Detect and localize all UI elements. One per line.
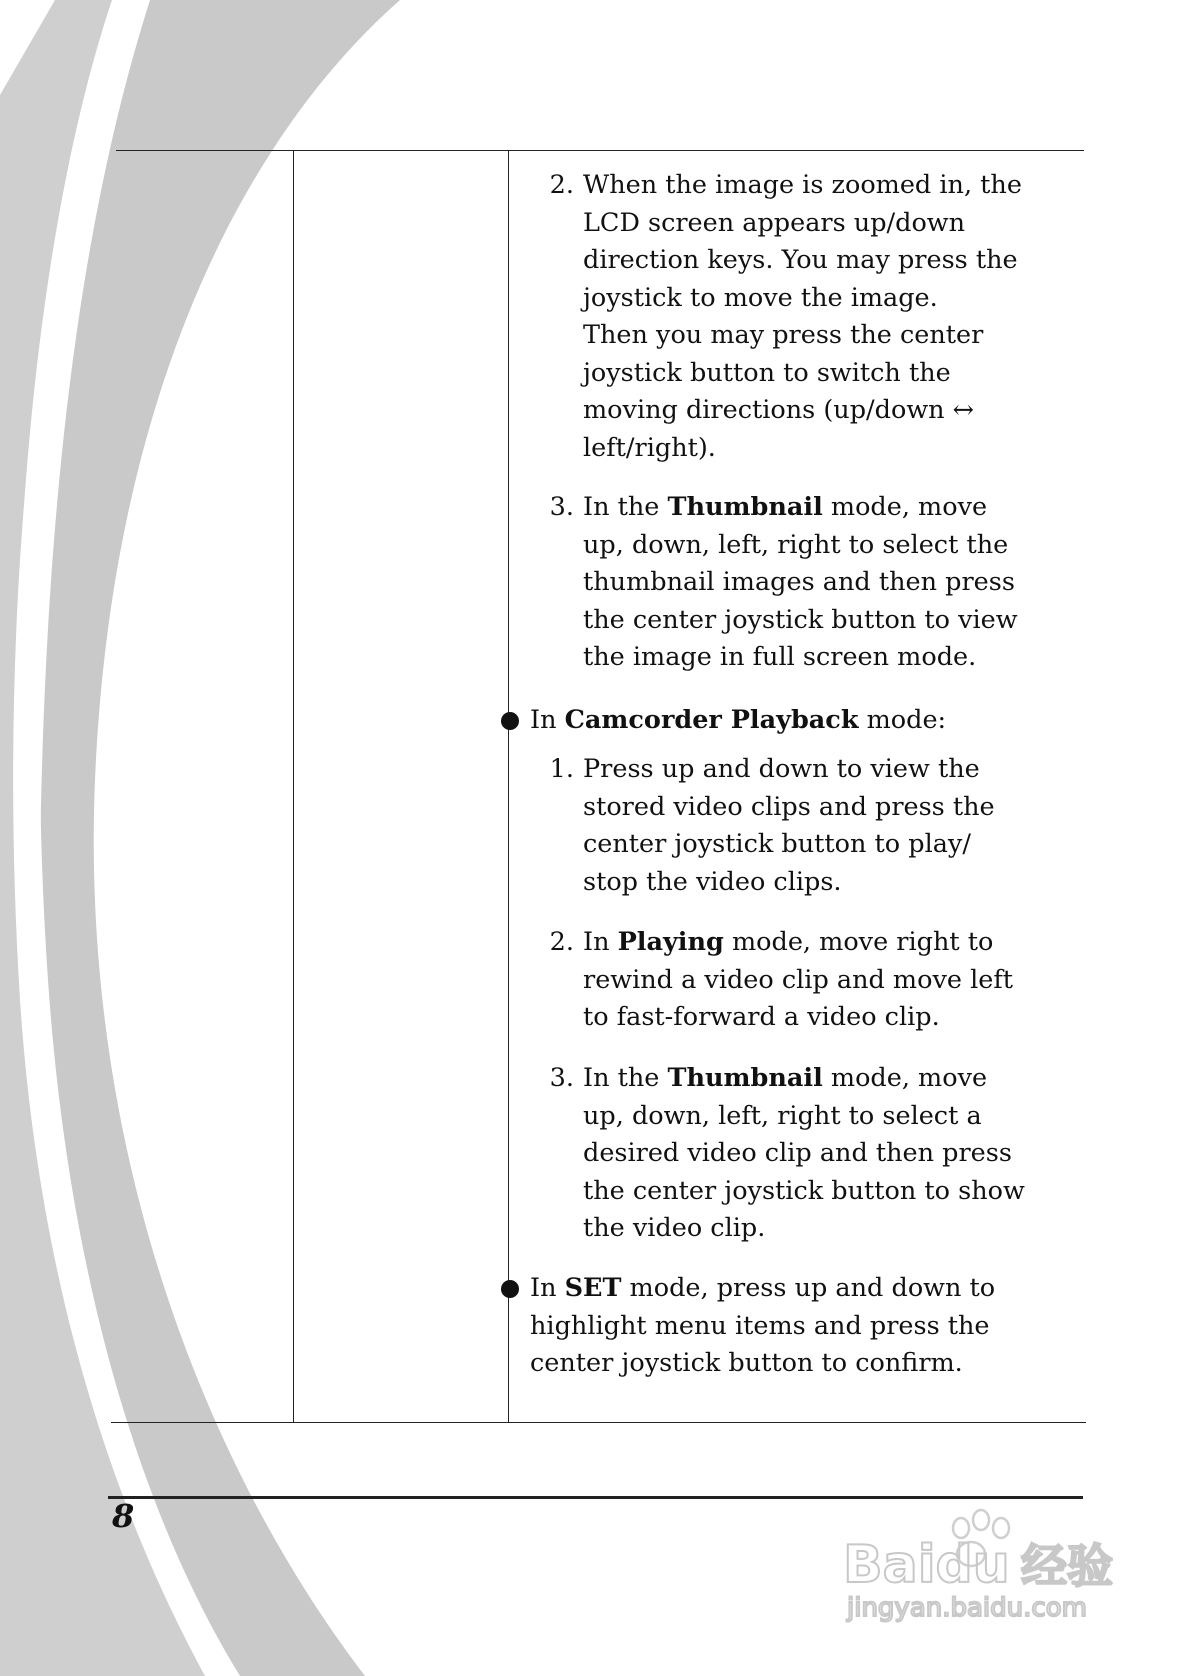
- bullet-icon: [501, 1280, 519, 1298]
- footer-rule: [108, 1496, 1083, 1499]
- list-item-text: Press up and down to view the stored video clips and press the center joystick button to play/ stop the video clips.: [583, 754, 995, 897]
- watermark-brand: Baidu: [843, 1535, 1010, 1595]
- baidu-watermark-logo: [843, 1506, 1123, 1626]
- list-item-text: In the Thumbnail mode, move up, down, left, right to select the thumbnail images and then press the center joystick button to view the image in full screen mode.: [583, 492, 1018, 672]
- list-item-number: 2.: [549, 927, 574, 957]
- bullet-icon: [501, 712, 519, 730]
- list-item-number: 3.: [549, 492, 574, 522]
- list-item-text: In Playing mode, move right to rewind a video clip and move left to fast-forward a video clip.: [583, 927, 1014, 1032]
- list-item-number: 2.: [549, 170, 574, 200]
- table-top-border: [116, 150, 1084, 151]
- table-column-divider-1: [293, 150, 294, 1422]
- watermark-url: jingyan.baidu.com: [847, 1593, 1087, 1623]
- list-item-text: In the Thumbnail mode, move up, down, left, right to select a desired video clip and then press the center joystick button to show the video clip.: [583, 1063, 1025, 1243]
- list-item-number: 1.: [549, 754, 574, 784]
- watermark-chinese: 经验: [1021, 1539, 1113, 1593]
- page-number: 8: [112, 1497, 135, 1535]
- table-bottom-border: [111, 1422, 1086, 1423]
- table-content-cell: 2. When the image is zoomed in, the LCD screen appears up/down direction keys. You may press the joystick to move the image. Then you may press the center joystick button to switch the moving directions (up/down ↔ left/right). 3. In the Thumbnail mode, move up, down, left, right to select the thumbnail images and then press the center joystick button to view the image in full screen mode. In Camcorder Playback mode: 1. Press up and down to view the stored video clips and press the center joystick button to play/ stop the video clips. 2. In Playing mode, move right to rewind a video clip and move left to fast-forward a video clip. 3. In the Thumbnail mode, move up, down, left, right to select a desired video clip and then press the center joystick button to show the video clip. In SET mode, press up and down to highlight menu items and press the center joystick button to confirm.: [534, 167, 1094, 1417]
- list-item-text: When the image is zoomed in, the LCD screen appears up/down direction keys. You may press the joystick to move the image. Then you may press the center joystick button to switch the moving directions (up/down ↔ left/right).: [583, 170, 1022, 463]
- table-column-divider-2: [508, 150, 509, 1422]
- list-item-number: 3.: [549, 1063, 574, 1093]
